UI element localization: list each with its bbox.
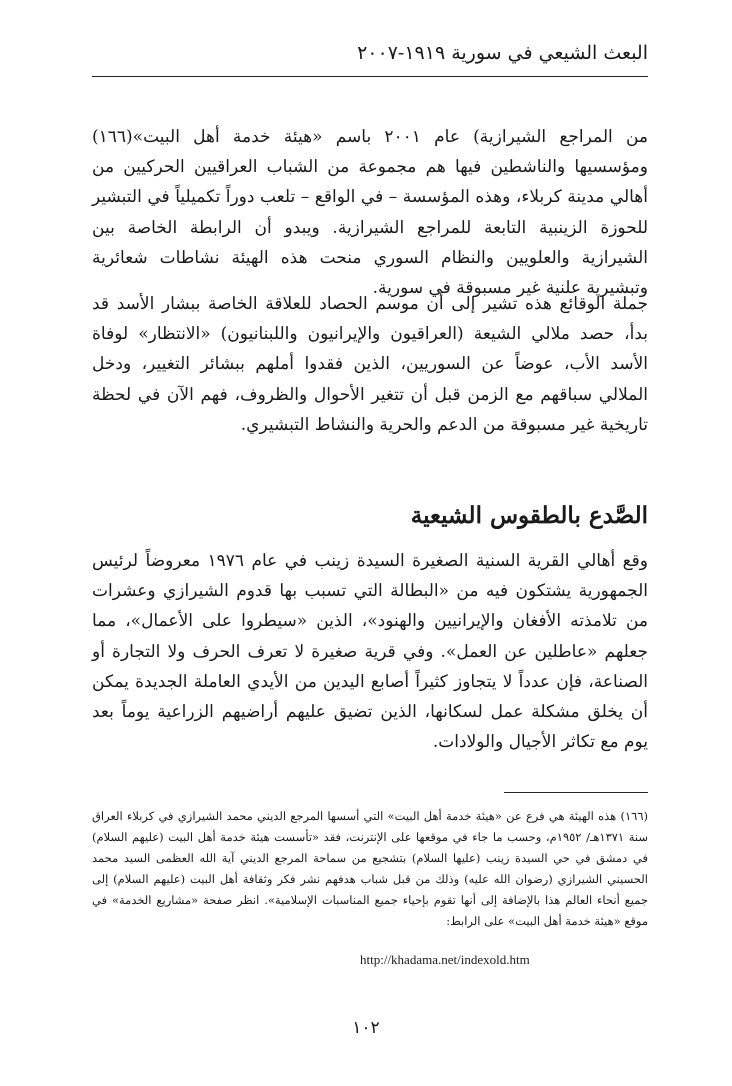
footnote-rule: [504, 792, 648, 793]
running-header: البعث الشيعي في سورية ١٩١٩-٢٠٠٧: [357, 42, 648, 64]
paragraph-1: [92, 122, 648, 303]
paragraph-2-text: جملة الوقائع هذه تشير إلى أن موسم الحصاد للعلاقة الخاصة ببشار الأسد قد بدأ، حصد ملالي الشيعة (العراقيون والإيرانيون واللبنانيون) «الانتظار» لوفاة الأسد الأب، عوضاً عن السوريين، الذين فقدوا أملهم ببشائر التغيير، ودخل الملالي سباقهم مع الزمن قبل أن تتغير الأحوال والظروف، فهم الآن في لحظة تاريخية غير مسبوقة من الدعم والحرية والنشاط التبشيري.: [92, 294, 648, 435]
page-number: ١٠٢: [352, 1018, 380, 1038]
footnote-text: (١٦٦) هذه الهيئة هي فرع عن «هيئة خدمة أهل البيت» التي أسسها المرجع الديني محمد الشيرازي في كربلاء العراق سنة ١٣٧١هـ/ ١٩٥٢م، وحسب ما جاء في موقعها على الإنترنت، فقد «تأسست هيئة خدمة أهل البيت (عليهم السلام) في دمشق في حي السيدة زينب (عليها السلام) بتشجيع من سماحة المرجع الديني آية الله العظمى السيد محمد الحسيني الشيرازي (رضوان الله عليه) وذلك من قبل شباب هدفهم نشر فكر وثقافة أهل البيت (عليهم السلام) إلى جميع أنحاء العالم هذا بالإضافة إلى أنها تقوم بإحياء جميع المناسبات الإسلامية». انظر صفحة «مشاريع الخدمة» في موقع «هيئة خدمة أهل البيت» على الرابط:: [92, 809, 648, 928]
paragraph-2: [92, 289, 648, 440]
footnote-url: http://khadama.net/indexold.htm: [360, 952, 530, 967]
paragraph-3: [92, 546, 648, 757]
paragraph-3-text: وقع أهالي القرية السنية الصغيرة السيدة زينب في عام ١٩٧٦ معروضاً لرئيس الجمهورية يشتكون فيه من «البطالة التي تسبب بها قدوم الشيرازي وعشرات من تلامذته الأفغان والإيرانيين والهنود»، الذين «سيطروا على الأعمال»، مما جعلهم «عاطلين عن العمل». وفي قرية صغيرة لا تعرف الحرف ولا التجارة أو الصناعة، فإن عدداً لا يتجاوز كثيراً أصابع اليدين من الأيدي العاملة الجديدة يمكن أن يخلق مشكلة عمل لسكانها، الذين تضيق عليهم أراضيهم الزراعية يوماً بعد يوم مع تكاثر الأجيال والولادات.: [92, 551, 648, 753]
section-heading: الصَّدع بالطقوس الشيعية: [410, 502, 648, 529]
paragraph-1-text: من المراجع الشيرازية) عام ٢٠٠١ باسم «هيئة خدمة أهل البيت»(١٦٦) ومؤسسيها والناشطين فيها هم مجموعة من الشباب العراقيين الحركيين من أهالي مدينة كربلاء، وهذه المؤسسة – في الواقع – تلعب دوراً تكميلياً في التبشير للحوزة الزينبية التابعة للمراجع الشيرازية. ويبدو أن الرابطة الخاصة بين الشيرازية والعلويين والنظام السوري منحت هذه الهيئة نشاطات شعائرية وتبشيرية علنية غير مسبوقة في سورية.: [92, 127, 648, 299]
header-rule: [92, 76, 648, 77]
